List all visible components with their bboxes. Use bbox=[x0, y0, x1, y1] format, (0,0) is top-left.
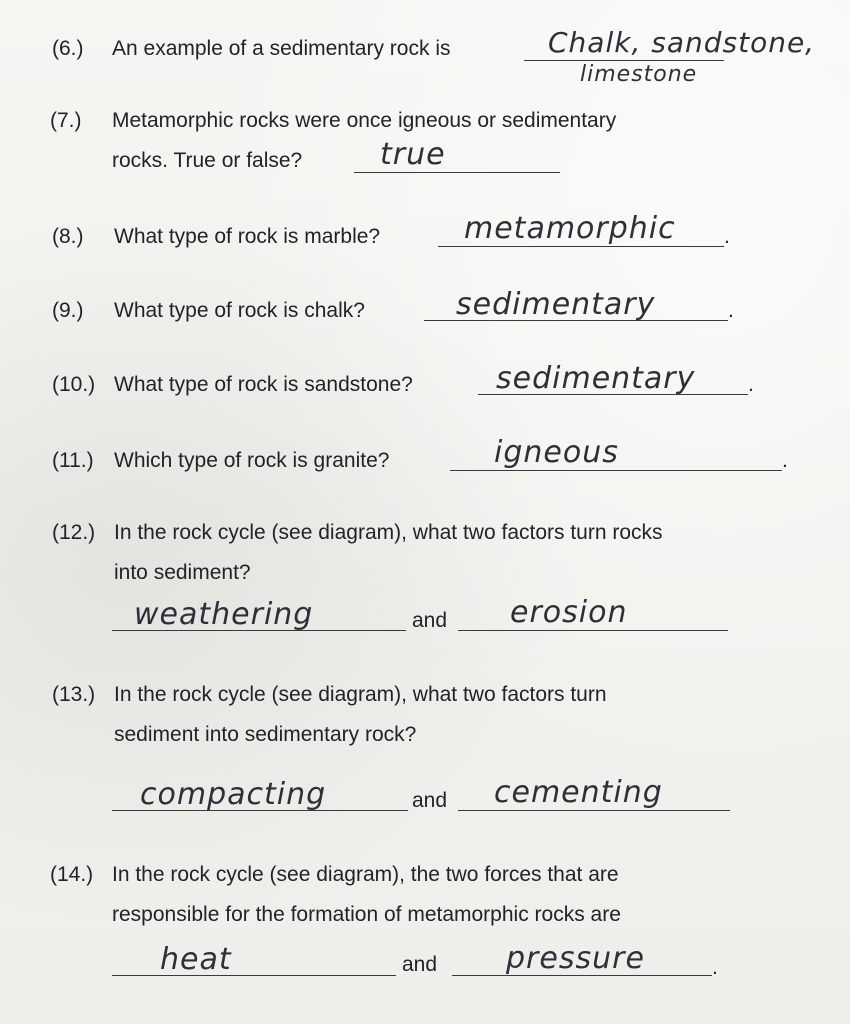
answer-blank bbox=[438, 246, 724, 247]
question-text: In the rock cycle (see diagram), the two forces that are bbox=[112, 863, 619, 886]
connector-text: and bbox=[412, 789, 448, 812]
question-text: What type of rock is sandstone? bbox=[114, 373, 413, 396]
question-number: (6.) bbox=[52, 37, 84, 60]
question-text: What type of rock is chalk? bbox=[114, 299, 365, 322]
question-text: An example of a sedimentary rock is bbox=[112, 37, 451, 60]
question-text: Metamorphic rocks were once igneous or sedimentary bbox=[112, 109, 617, 132]
question-text-continued: responsible for the formation of metamorphic rocks are bbox=[112, 903, 621, 926]
question-number: (14.) bbox=[50, 863, 94, 886]
question-text: Which type of rock is granite? bbox=[114, 449, 390, 472]
answer-blank bbox=[524, 60, 724, 61]
answer-blank bbox=[354, 172, 560, 173]
answer-blank-b bbox=[458, 810, 730, 811]
answer-blank-a bbox=[112, 975, 396, 976]
connector-text: and bbox=[402, 953, 438, 976]
question-number: (12.) bbox=[52, 521, 96, 544]
answer-blank bbox=[450, 470, 782, 471]
handwritten-answer-a: compacting bbox=[140, 777, 327, 812]
handwritten-answer: sedimentary bbox=[496, 361, 696, 396]
question-text: In the rock cycle (see diagram), what two factors turn bbox=[114, 683, 607, 706]
question-number: (8.) bbox=[52, 225, 84, 248]
handwritten-answer: metamorphic bbox=[464, 211, 676, 246]
question-number: (9.) bbox=[52, 299, 84, 322]
handwritten-answer: Chalk, sandstone, bbox=[548, 26, 816, 59]
handwritten-answer: true bbox=[380, 137, 446, 172]
question-text: What type of rock is marble? bbox=[114, 225, 381, 248]
question-text: In the rock cycle (see diagram), what two factors turn rocks bbox=[114, 521, 663, 544]
period: . bbox=[728, 299, 734, 322]
period: . bbox=[712, 956, 718, 979]
question-number: (13.) bbox=[52, 683, 96, 706]
question-text-continued: into sediment? bbox=[114, 561, 251, 584]
handwritten-answer-continued: limestone bbox=[580, 62, 698, 87]
period: . bbox=[748, 373, 754, 396]
handwritten-answer-a: weathering bbox=[134, 597, 314, 632]
handwritten-answer: igneous bbox=[494, 435, 619, 470]
question-number: (11.) bbox=[52, 449, 94, 472]
handwritten-answer-b: erosion bbox=[510, 595, 628, 630]
connector-text: and bbox=[412, 609, 448, 632]
question-text-continued: sediment into sedimentary rock? bbox=[114, 723, 417, 746]
handwritten-answer-b: pressure bbox=[506, 941, 645, 976]
handwritten-answer: sedimentary bbox=[456, 287, 656, 322]
handwritten-answer-a: heat bbox=[160, 942, 232, 977]
question-number: (7.) bbox=[50, 109, 82, 132]
answer-blank-b bbox=[458, 630, 728, 631]
handwritten-answer-b: cementing bbox=[494, 775, 663, 810]
period: . bbox=[782, 449, 788, 472]
period: . bbox=[724, 225, 730, 248]
question-text-continued: rocks. True or false? bbox=[112, 149, 303, 172]
question-number: (10.) bbox=[52, 373, 96, 396]
